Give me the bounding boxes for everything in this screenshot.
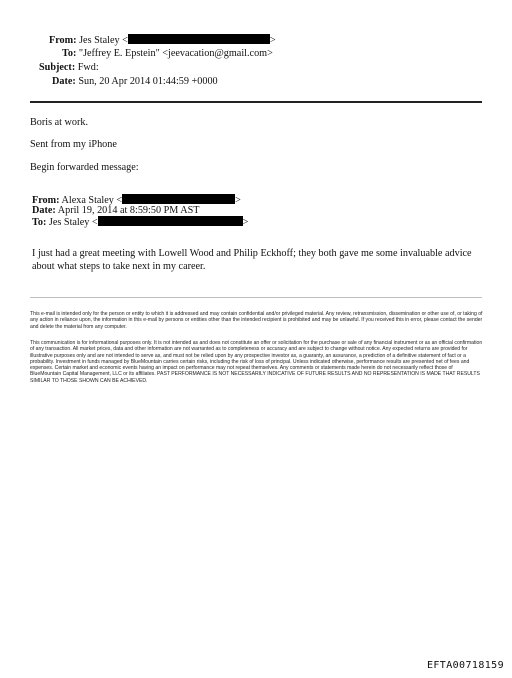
redaction-bar xyxy=(122,194,235,204)
header-to-label: To: xyxy=(62,48,77,59)
forwarded-date-label: Date: xyxy=(32,205,56,216)
header-from-row xyxy=(49,34,276,47)
disclaimer-paragraph-2: This communication is for informational purposes only. It is not intended as and does not constitute an offer or solicitation for the purchase or sale of any financial instrument or as an official confirmation of any transaction. All market prices, data and other information are not warranted as to completeness or accuracy and are subject to change without notice. Any expected returns are provided for illustrative purposes only and are not intended to serve as, and must not be relied upon by any prospective investor as, a guaranty, an assurance, a prediction of a definitive statement of fact or a probability. Investment in funds managed by BlueMountain carries certain risks, including the risk of loss of principal. Unless indicated otherwise, performance results are presented net of fees and expenses. Certain market and economic events having an impact on performance may not repeat themselves. Any comments or statements made herein do not necessarily reflect those of BlueMountain Capital Management, LLC or its affiliates. PAST PERFORMANCE IS NOT NECESSARILY INDICATIVE OF FUTURE RESULTS AND NO REPRESENTATION IS MADE THAT RESULTS SIMILAR TO THOSE SHOWN CAN BE ACHIEVED. xyxy=(30,340,483,384)
forwarded-message: I just had a great meeting with Lowell Wood and Philip Eckhoff; they both gave me some invaluable advice about what steps to take next in my career. xyxy=(32,248,472,272)
disclaimer-divider xyxy=(30,297,482,298)
forwarded-to-value: Jes Staley < xyxy=(48,217,98,228)
header-subject-label: Subject: xyxy=(39,62,76,73)
body-line-2: Sent from my iPhone xyxy=(30,139,117,150)
header-date-label: Date: xyxy=(52,76,76,87)
forwarded-to-label: To: xyxy=(32,217,47,228)
forwarded-date-row xyxy=(32,205,200,216)
redaction-bar xyxy=(128,34,270,44)
header-divider xyxy=(30,101,482,103)
forwarded-date-value: April 19, 2014 at 8:59:50 PM AST xyxy=(57,205,200,216)
header-date-row xyxy=(52,75,218,88)
body-line-3: Begin forwarded message: xyxy=(30,162,139,173)
forwarded-to-row xyxy=(32,216,248,228)
header-from-label: From: xyxy=(49,35,77,46)
document-id-stamp: EFTA00718159 xyxy=(426,660,504,671)
header-from-close: > xyxy=(269,35,276,46)
forwarded-to-close: > xyxy=(242,217,249,228)
forwarded-from-close: > xyxy=(235,195,241,206)
header-to-value: "Jeffrey E. Epstein" <jeevacation@gmail.com> xyxy=(78,48,273,59)
body-line-1: Boris at work. xyxy=(30,117,89,128)
header-to-row xyxy=(62,47,273,60)
header-date-value: Sun, 20 Apr 2014 01:44:59 +0000 xyxy=(78,76,218,87)
header-subject-value: Fwd: xyxy=(77,62,99,73)
forwarded-from-label: From: xyxy=(32,195,60,206)
redaction-bar xyxy=(98,216,243,226)
header-from-value: Jes Staley < xyxy=(79,35,128,46)
header-subject-row xyxy=(39,61,99,74)
disclaimer-paragraph-1: This e-mail is intended only for the person or entity to which it is addressed and may contain confidential and/or privileged material. Any review, retransmission, dissemination or other use of, or taking of any action in reliance upon, the information in this e-mail by persons or entities other than the intended recipient is prohibited and may be unlawful. If you received this in error, please contact the sender and delete the material from any computer. xyxy=(30,311,483,330)
forwarded-from-value: Alexa Staley < xyxy=(61,195,123,206)
